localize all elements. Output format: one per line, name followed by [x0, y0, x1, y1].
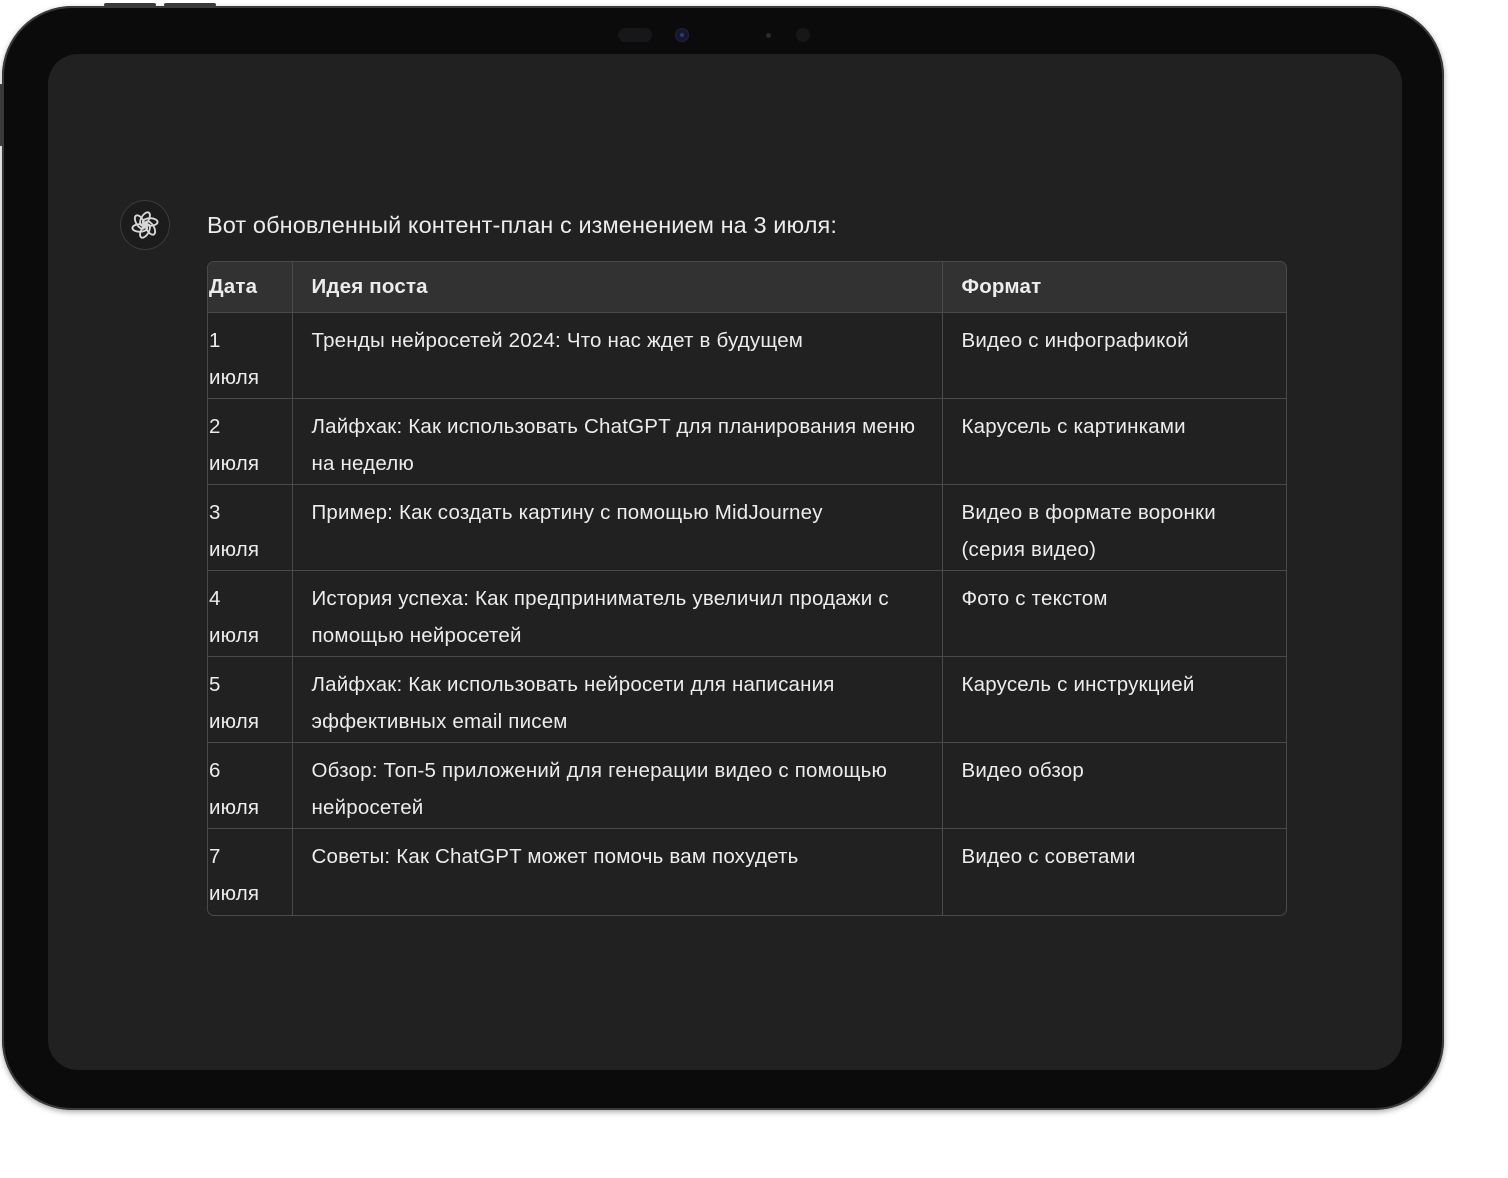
date-day: 3 [209, 501, 221, 524]
front-camera [614, 24, 824, 46]
sensor-dot [796, 28, 810, 42]
idea-cell: Советы: Как ChatGPT может помочь вам похудеть [292, 829, 942, 915]
date-cell [208, 485, 292, 571]
date-cell [208, 743, 292, 829]
date-day: 7 [209, 845, 221, 868]
idea-cell: Обзор: Топ-5 приложений для генерации видео с помощью нейросетей [292, 743, 942, 829]
idea-cell: Пример: Как создать картину с помощью MidJourney [292, 485, 942, 571]
format-cell: Видео обзор [942, 743, 1286, 829]
date-month: июля [209, 451, 260, 475]
camera-lens-icon [676, 29, 688, 41]
date-month: июля [209, 365, 260, 389]
power-button [164, 3, 216, 7]
column-header-date: Дата [208, 262, 292, 313]
format-cell: Видео в формате воронки (серия видео) [942, 485, 1286, 571]
date-cell [208, 313, 292, 399]
format-cell: Карусель с инструкцией [942, 657, 1286, 743]
date-month: июля [209, 623, 260, 647]
format-cell: Фото с текстом [942, 571, 1286, 657]
date-month: июля [209, 881, 260, 905]
chat-screen [48, 54, 1402, 1070]
table-row [208, 313, 1286, 399]
format-cell: Видео с советами [942, 829, 1286, 915]
idea-cell: Лайфхак: Как использовать нейросети для написания эффективных email писем [292, 657, 942, 743]
table-header-row [208, 262, 1286, 313]
date-month: июля [209, 537, 260, 561]
table-row [208, 829, 1286, 915]
date-month: июля [209, 709, 260, 733]
date-day: 5 [209, 673, 221, 696]
date-day: 4 [209, 587, 221, 610]
format-cell: Карусель с картинками [942, 399, 1286, 485]
tablet-frame [2, 6, 1444, 1110]
volume-button [104, 3, 156, 7]
date-cell [208, 657, 292, 743]
idea-cell: История успеха: Как предприниматель увеличил продажи с помощью нейросетей [292, 571, 942, 657]
date-cell [208, 571, 292, 657]
sensor-dot [766, 33, 771, 38]
column-header-format: Формат [942, 262, 1286, 313]
table-row [208, 399, 1286, 485]
assistant-avatar [120, 200, 170, 250]
table-row [208, 571, 1286, 657]
date-day: 6 [209, 759, 221, 782]
side-button [0, 84, 3, 146]
assistant-message: Вот обновленный контент-план с изменением на 3 июля: [207, 212, 837, 238]
idea-cell: Тренды нейросетей 2024: Что нас ждет в будущем [292, 313, 942, 399]
table-row [208, 743, 1286, 829]
column-header-idea: Идея поста [292, 262, 942, 313]
date-cell [208, 399, 292, 485]
sensor-dot [618, 28, 652, 42]
format-cell: Видео с инфографикой [942, 313, 1286, 399]
date-cell [208, 829, 292, 915]
date-month: июля [209, 795, 260, 819]
date-day: 1 [209, 329, 221, 352]
idea-cell: Лайфхак: Как использовать ChatGPT для планирования меню на неделю [292, 399, 942, 485]
content-plan-table [207, 261, 1287, 916]
openai-logo-icon [130, 210, 160, 240]
date-day: 2 [209, 415, 221, 438]
table-row [208, 485, 1286, 571]
table-row [208, 657, 1286, 743]
